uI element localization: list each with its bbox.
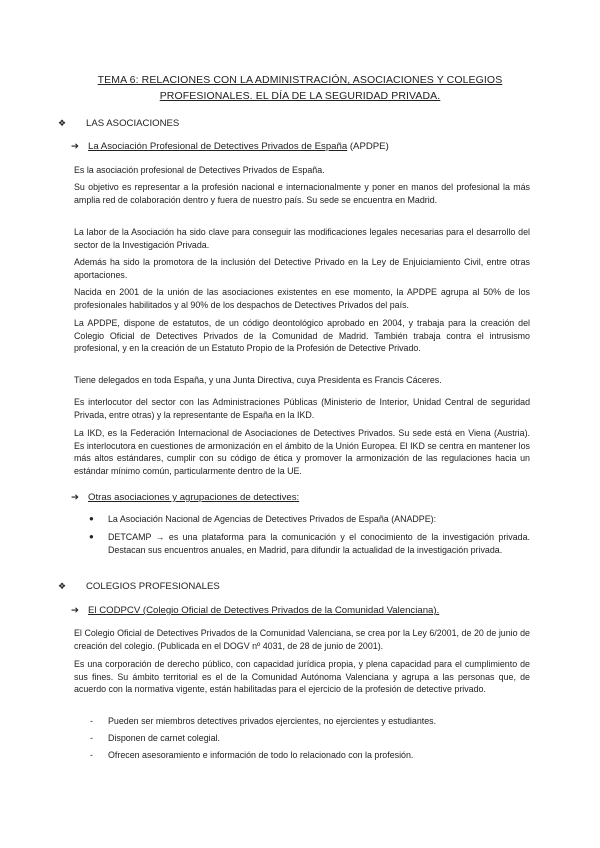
list-item-text: Disponen de carnet colegial. bbox=[108, 733, 220, 743]
arrow-icon: ➔ bbox=[71, 492, 79, 503]
apdpe-suffix: (APDPE) bbox=[347, 141, 389, 152]
bullet-dot-icon: ● bbox=[89, 532, 94, 541]
paragraph: Además ha sido la promotora de la inclusión del Detective Privado en la Ley de Enjuiciamiento Civil, entre otras aportaciones. bbox=[74, 257, 530, 280]
paragraph: Su objetivo es representar a la profesión nacional e internacionalmente y poner en manos del profesional la más amplia red de colaboración dentro y fuera de nuestro país. Su sede se encuentra en Madrid. bbox=[74, 182, 530, 205]
list-item-text: La Asociación Nacional de Agencias de Detectives Privados de España (ANADPE): bbox=[108, 514, 437, 524]
diamond-bullet-icon: ❖ bbox=[58, 581, 67, 591]
otras-asociaciones-link[interactable]: Otras asociaciones y agrupaciones de detectives: bbox=[88, 492, 300, 503]
paragraph: Es una corporación de derecho público, con capacidad jurídica propia, y plena capacidad para el cumplimiento de sus fines. Su ámbito territorial es el de la Comunidad Autónoma Valenciana y agrupa a las personas que, de acuerdo con la normativa vigente, están habilitadas para el ejercicio de la profesión de detective privado. bbox=[74, 659, 530, 694]
apdpe-link[interactable]: La Asociación Profesional de Detectives Privados de España bbox=[88, 141, 348, 152]
paragraph: Es interlocutor del sector con las Administraciones Públicas (Ministerio de Interior, Unidad Central de seguridad Privada, entre otras) y la representante de España en la IKD. bbox=[74, 397, 530, 420]
paragraph: Nacida en 2001 de la unión de las asociaciones existentes en ese momento, la APDPE agrupa al 50% de los profesionales habilitados y al 90% de los despachos de Detectives Privados del país. bbox=[74, 287, 530, 310]
dash-bullet-icon: - bbox=[90, 750, 93, 760]
list-item-text: DETCAMP → es una plataforma para la comunicación y el conocimiento de la investigación privada. Destacan sus encuentros anuales, en Madrid, para difundir la actualidad de la investigación privada. bbox=[108, 532, 530, 555]
arrow-icon: ➔ bbox=[71, 141, 79, 152]
list-item-text: Pueden ser miembros detectives privados ejercientes, no ejercientes y estudiantes. bbox=[108, 716, 437, 726]
codpcv-link[interactable]: El CODPCV (Colegio Oficial de Detectives Privados de la Comunidad Valenciana). bbox=[88, 605, 440, 616]
subheading-codpcv bbox=[71, 604, 440, 617]
list-item bbox=[89, 531, 530, 556]
dash-bullet-icon: - bbox=[90, 733, 93, 743]
bullet-dot-icon: ● bbox=[89, 514, 94, 523]
paragraph: La APDPE, dispone de estatutos, de un código deontológico aprobado en 2004, y trabaja para la creación del Colegio Oficial de Detectives Privados de la Comunidad de Madrid. También trabaja contra el intrusismo profesional, y en la creación de un Estatuto Propio de la Profesión de Detective Privado. bbox=[74, 318, 530, 353]
dash-bullet-icon: - bbox=[90, 716, 93, 726]
paragraph: La IKD, es la Federación Internacional de Asociaciones de Detectives Privados. Su sede está en Viena (Austria). Es interlocutora en cuestiones de armonización en el ámbito de la Unión Europea. El IKD se centra en mantener los más altos estándares, cumplir con su código de ética y promover la armonización de las regulaciones hacia un estándar mínimo común, particularmente dentro de la UE. bbox=[74, 428, 530, 476]
arrow-icon: ➔ bbox=[71, 605, 79, 616]
section-heading-asociaciones bbox=[58, 117, 180, 130]
section-heading-colegios bbox=[58, 580, 220, 593]
paragraph: Es la asociación profesional de Detectives Privados de España. bbox=[74, 165, 325, 175]
paragraph: La labor de la Asociación ha sido clave para conseguir las modificaciones legales necesarias para el desarrollo del sector de la Investigación Privada. bbox=[74, 227, 530, 250]
subheading-otras bbox=[71, 491, 300, 504]
section-heading-text: COLEGIOS PROFESIONALES bbox=[86, 581, 220, 592]
diamond-bullet-icon: ❖ bbox=[58, 118, 67, 128]
list-item-text: Ofrecen asesoramiento e información de todo lo relacionado con la profesión. bbox=[108, 750, 414, 760]
list-item bbox=[90, 749, 530, 762]
page-title: TEMA 6: RELACIONES CON LA ADMINISTRACIÓN, ASOCIACIONES Y COLEGIOS PROFESIONALES. EL DÍA DE LA SEGURIDAD PRIVADA. bbox=[97, 74, 503, 102]
list-item bbox=[90, 715, 530, 728]
paragraph: Tiene delegados en toda España, y una Junta Directiva, cuya Presidenta es Francis Cáceres. bbox=[74, 375, 442, 385]
list-item bbox=[90, 732, 530, 745]
paragraph: El Colegio Oficial de Detectives Privados de la Comunidad Valenciana, se crea por la Ley 6/2001, de 20 de junio de creación del colegio. (Publicada en el DOGV nº 4031, de 28 de junio de 2001). bbox=[74, 628, 530, 651]
section-heading-text: LAS ASOCIACIONES bbox=[86, 118, 180, 129]
subheading-apdpe bbox=[71, 140, 389, 153]
list-item bbox=[89, 513, 530, 526]
